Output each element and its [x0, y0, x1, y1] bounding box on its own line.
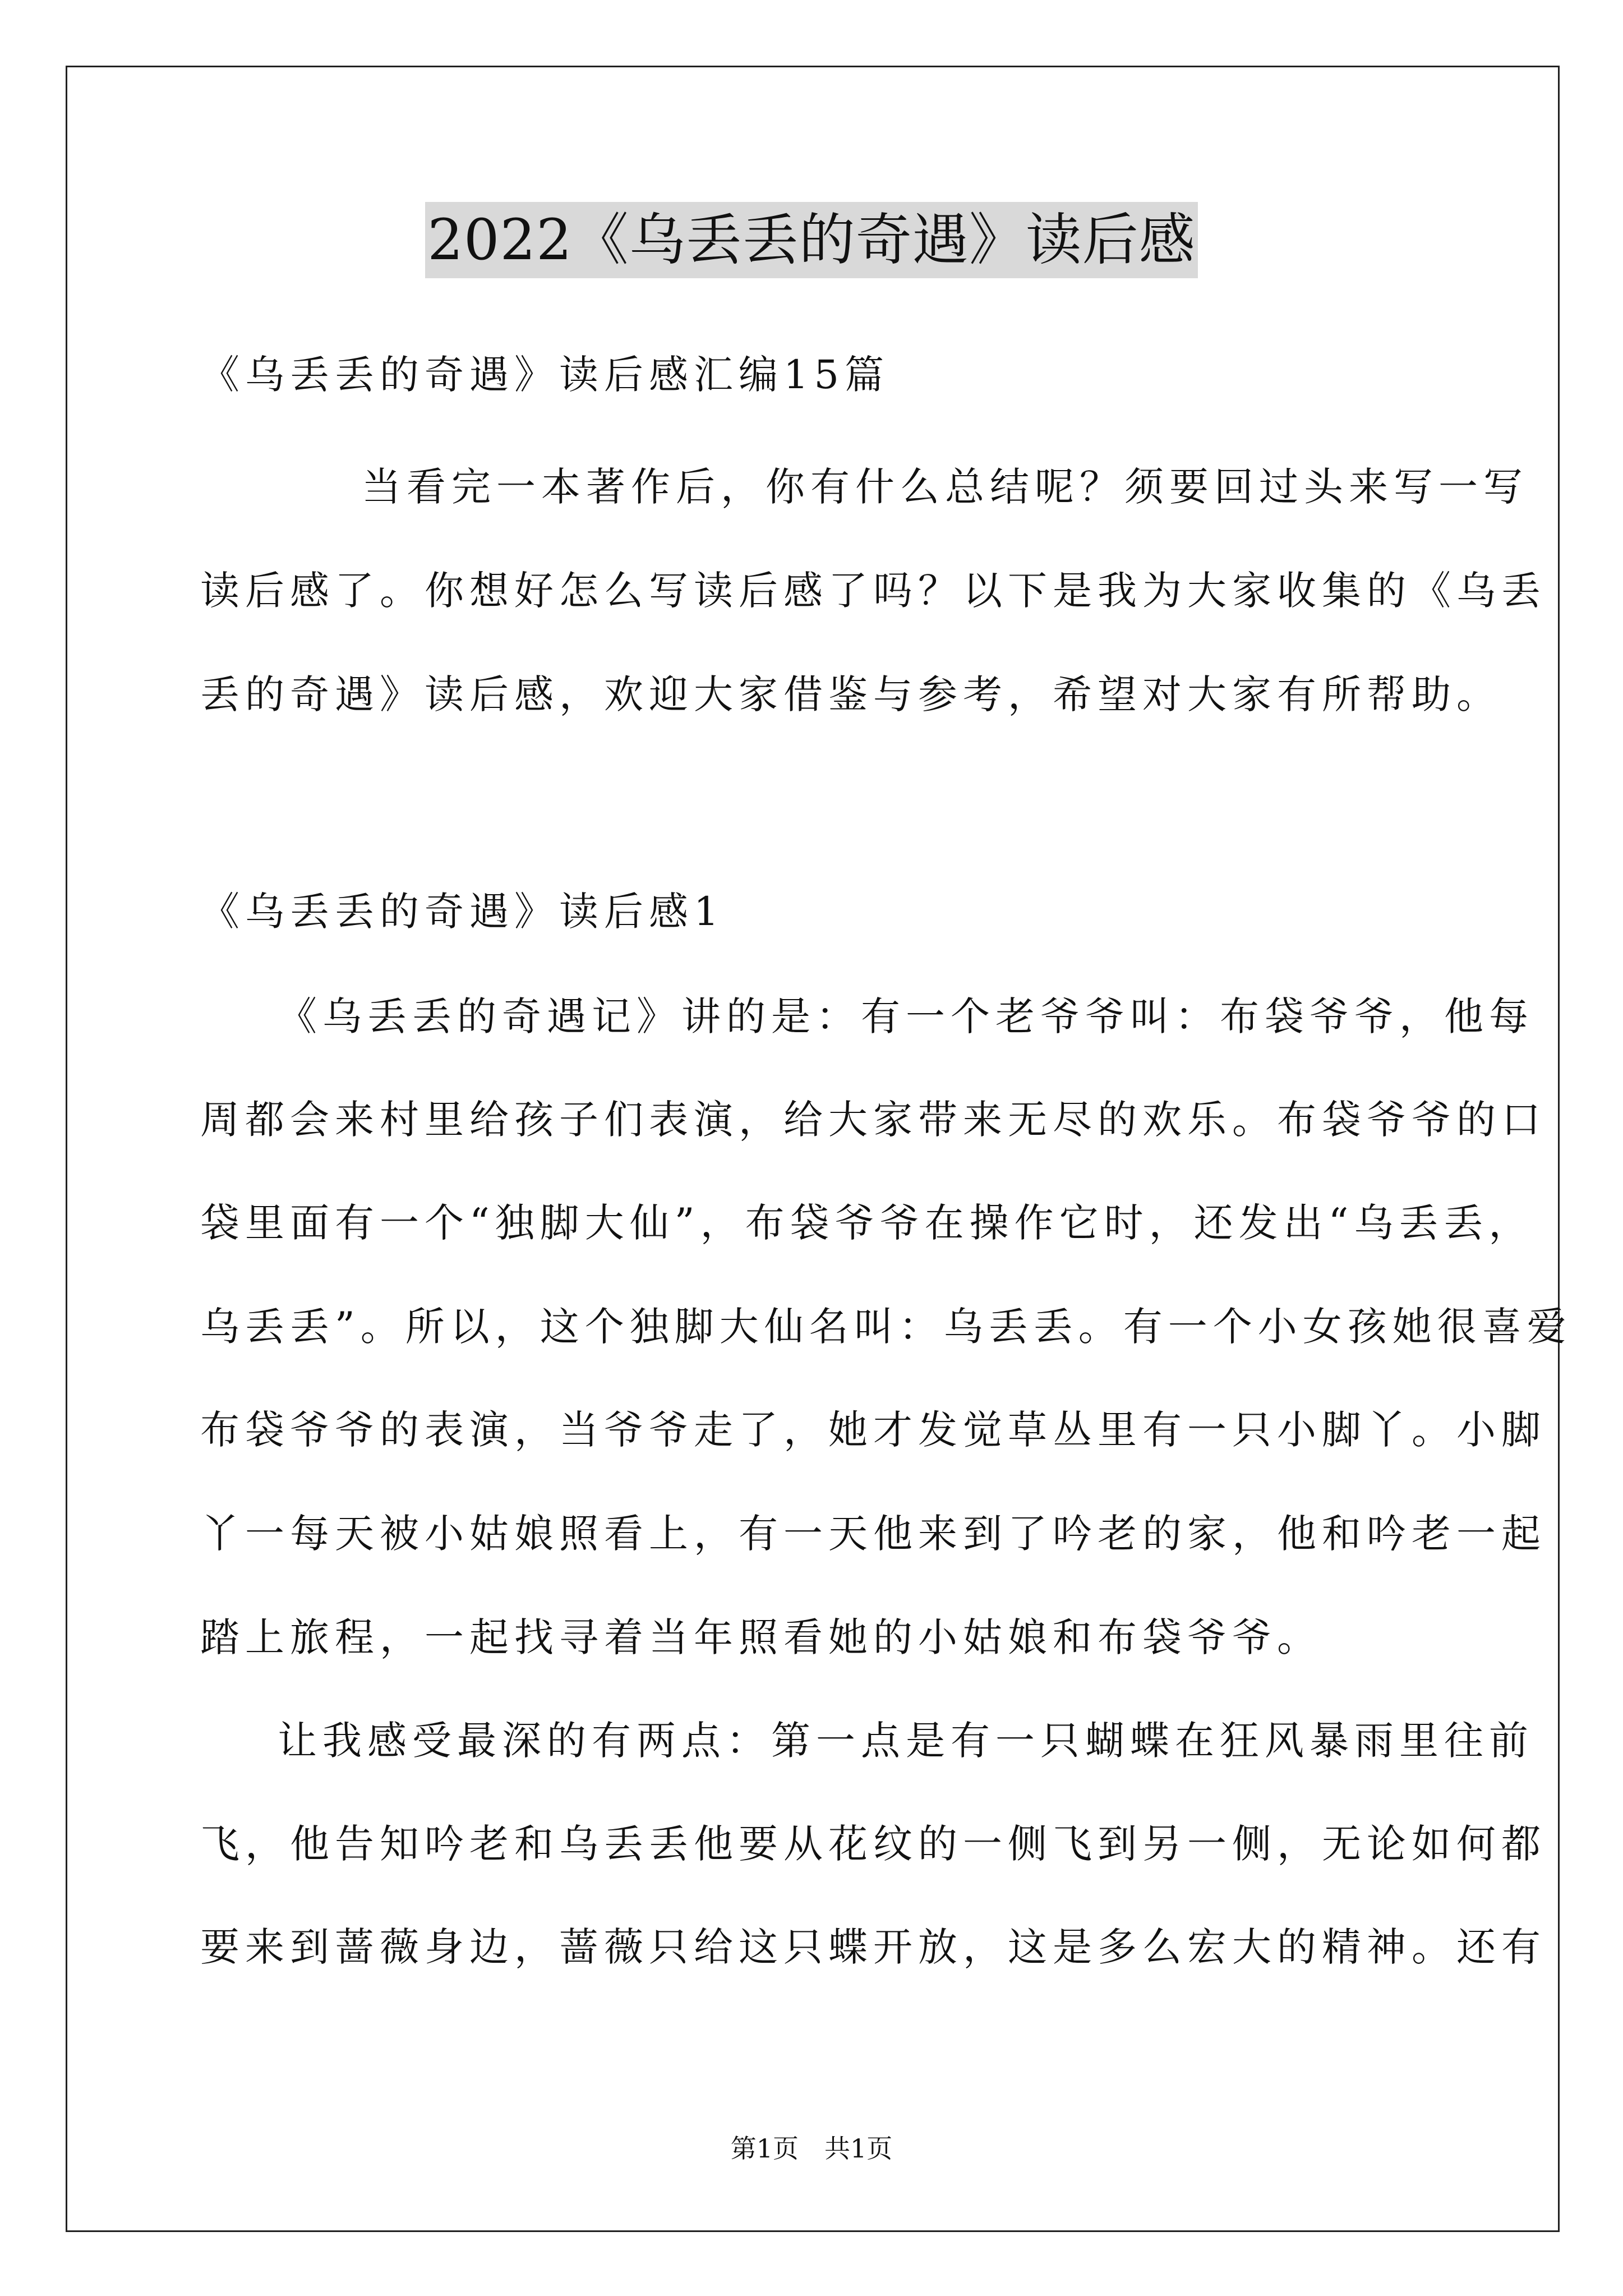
subtitle: 《乌丢丢的奇遇》读后感汇编15篇: [200, 352, 890, 398]
intro-line: 丢的奇遇》读后感，欢迎大家借鉴与参考，希望对大家有所帮助。: [200, 671, 1501, 717]
body-line: 丫一每天被小姑娘照看上，有一天他来到了吟老的家，他和吟老一起: [200, 1511, 1546, 1557]
document-title: 2022《乌丢丢的奇遇》读后感: [425, 202, 1198, 278]
body-line: 让我感受最深的有两点：第一点是有一只蝴蝶在狂风暴雨里往前: [278, 1718, 1534, 1764]
section-heading: 《乌丢丢的奇遇》读后感1: [200, 889, 725, 935]
body-line: 乌丢丢”。所以，这个独脚大仙名叫：乌丢丢。有一个小女孩她很喜爱: [200, 1304, 1572, 1350]
intro-line: 读后感了。你想好怎么写读后感了吗？以下是我为大家收集的《乌丢: [200, 568, 1546, 614]
body-line: 《乌丢丢的奇遇记》讲的是：有一个老爷爷叫：布袋爷爷，他每: [278, 993, 1534, 1039]
body-line: 要来到蔷薇身边，蔷薇只给这只蝶开放，这是多么宏大的精神。还有: [200, 1924, 1546, 1970]
document-title-wrap: [0, 202, 1623, 278]
body-line: 踏上旅程，一起找寻着当年照看她的小姑娘和布袋爷爷。: [200, 1614, 1322, 1660]
page-footer: 第1页 共1页: [730, 2133, 893, 2164]
body-line: 袋里面有一个“独脚大仙”，布袋爷爷在操作它时，还发出“乌丢丢，: [200, 1200, 1534, 1246]
body-line: 周都会来村里给孩子们表演，给大家带来无尽的欢乐。布袋爷爷的口: [200, 1097, 1546, 1143]
intro-line: 当看完一本著作后，你有什么总结呢？须要回过头来写一写: [362, 464, 1528, 510]
body-line: 布袋爷爷的表演，当爷爷走了，她才发觉草丛里有一只小脚丫。小脚: [200, 1407, 1546, 1453]
body-line: 飞，他告知吟老和乌丢丢他要从花纹的一侧飞到另一侧，无论如何都: [200, 1821, 1546, 1867]
